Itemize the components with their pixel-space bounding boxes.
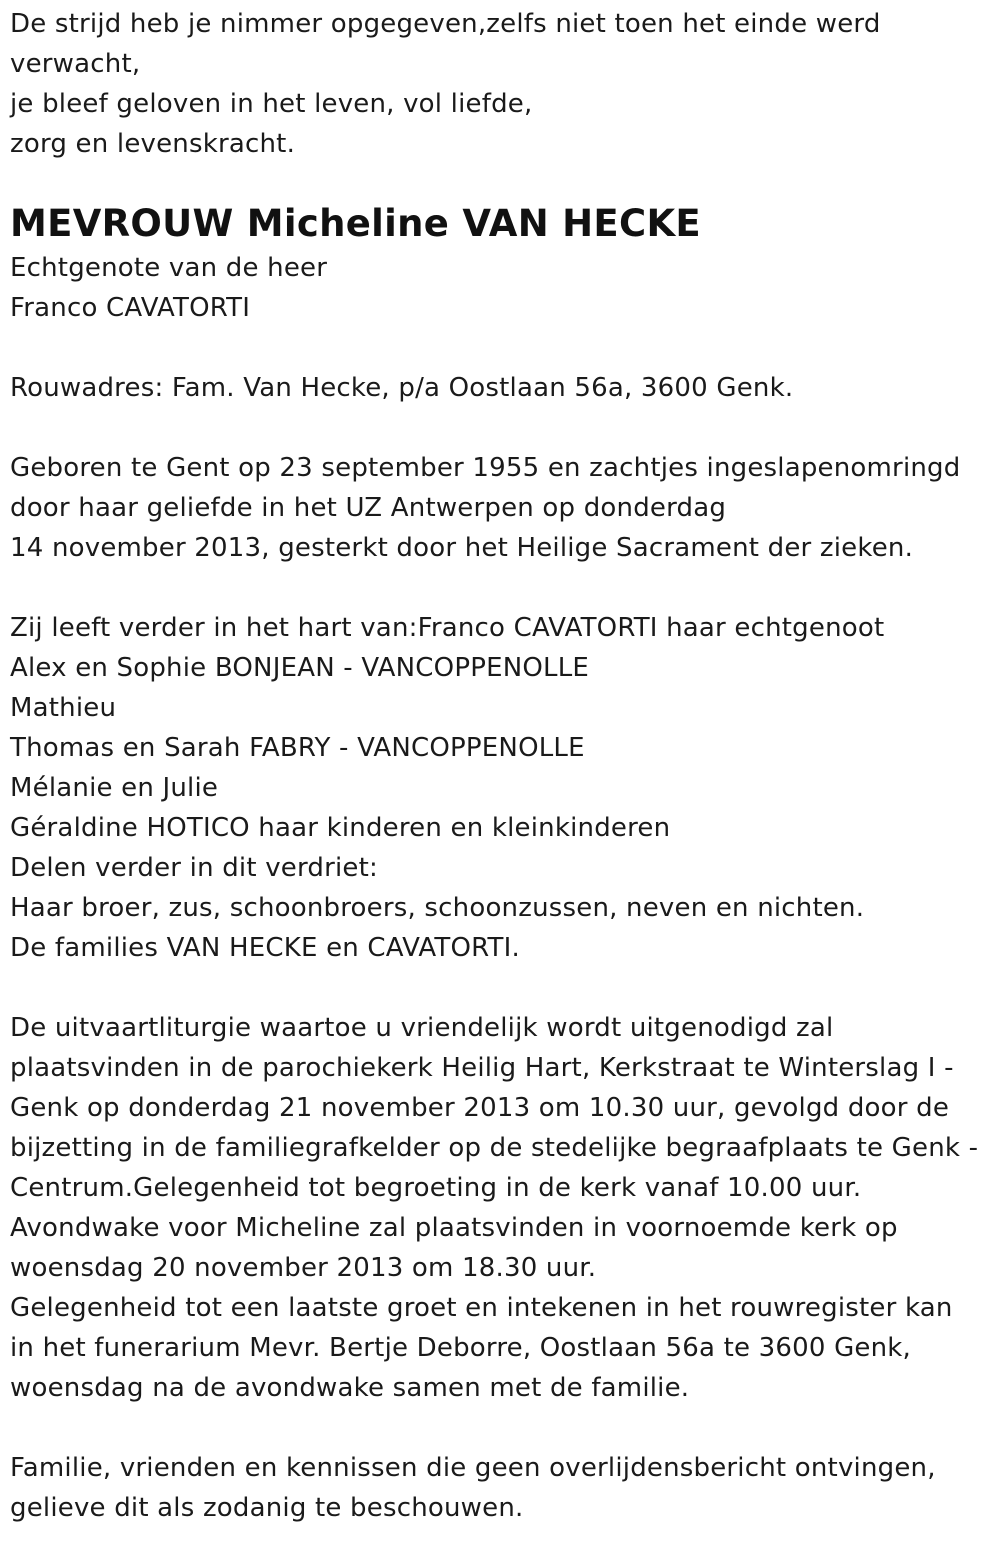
closing-line: gelieve dit als zodanig te beschouwen. <box>10 1493 524 1523</box>
birth-line: door haar geliefde in het UZ Antwerpen op donderdag <box>10 493 727 523</box>
closing-line: Familie, vrienden en kennissen die geen overlijdensbericht ontvingen, <box>10 1453 936 1483</box>
family-line: Géraldine HOTICO haar kinderen en kleinkinderen <box>10 813 671 843</box>
obituary-notice <box>10 4 995 1528</box>
poem <box>10 4 995 164</box>
family-line: De families VAN HECKE en CAVATORTI. <box>10 933 520 963</box>
poem-line: je bleef geloven in het leven, vol liefde, <box>10 89 533 119</box>
mourning-address: Rouwadres: Fam. Van Hecke, p/a Oostlaan 56a, 3600 Genk. <box>10 373 794 403</box>
poem-line: De strijd heb je nimmer opgegeven,zelfs niet toen het einde werd <box>10 9 881 39</box>
family-line: Alex en Sophie BONJEAN - VANCOPPENOLLE <box>10 653 590 683</box>
family-line: Thomas en Sarah FABRY - VANCOPPENOLLE <box>10 733 585 763</box>
funeral-details <box>10 1008 995 1408</box>
funeral-line: in het funerarium Mevr. Bertje Deborre, Oostlaan 56a te 3600 Genk, <box>10 1333 912 1363</box>
poem-line: verwacht, <box>10 49 141 79</box>
funeral-line: Genk op donderdag 21 november 2013 om 10.30 uur, gevolgd door de <box>10 1093 950 1123</box>
family-line: Zij leeft verder in het hart van:Franco CAVATORTI haar echtgenoot <box>10 613 885 643</box>
funeral-line: Gelegenheid tot een laatste groet en intekenen in het rouwregister kan <box>10 1293 953 1323</box>
birth-line: 14 november 2013, gesterkt door het Heilige Sacrament der zieken. <box>10 533 914 563</box>
funeral-line: bijzetting in de familiegrafkelder op de stedelijke begraafplaats te Genk - <box>10 1133 979 1163</box>
deceased-name: MEVROUW Micheline VAN HECKE <box>10 202 702 245</box>
family-line: Mélanie en Julie <box>10 773 219 803</box>
funeral-line: woensdag na de avondwake samen met de familie. <box>10 1373 690 1403</box>
poem-line: zorg en levenskracht. <box>10 129 296 159</box>
family-list <box>10 608 995 968</box>
funeral-line: De uitvaartliturgie waartoe u vriendelijk wordt uitgenodigd zal <box>10 1013 834 1043</box>
spouse-label: Echtgenote van de heer <box>10 253 328 283</box>
family-line: Mathieu <box>10 693 117 723</box>
funeral-line: Avondwake voor Micheline zal plaatsvinden in voornoemde kerk op <box>10 1213 898 1243</box>
funeral-line: Centrum.Gelegenheid tot begroeting in de kerk vanaf 10.00 uur. <box>10 1173 862 1203</box>
family-line: Delen verder in dit verdriet: <box>10 853 378 883</box>
funeral-line: plaatsvinden in de parochiekerk Heilig Hart, Kerkstraat te Winterslag I - <box>10 1053 954 1083</box>
family-line: Haar broer, zus, schoonbroers, schoonzussen, neven en nichten. <box>10 893 865 923</box>
birth-line: Geboren te Gent op 23 september 1955 en zachtjes ingeslapenomringd <box>10 453 961 483</box>
birth-death-info <box>10 448 995 568</box>
closing-note <box>10 1448 995 1528</box>
spouse-name: Franco CAVATORTI <box>10 293 251 323</box>
funeral-line: woensdag 20 november 2013 om 18.30 uur. <box>10 1253 597 1283</box>
